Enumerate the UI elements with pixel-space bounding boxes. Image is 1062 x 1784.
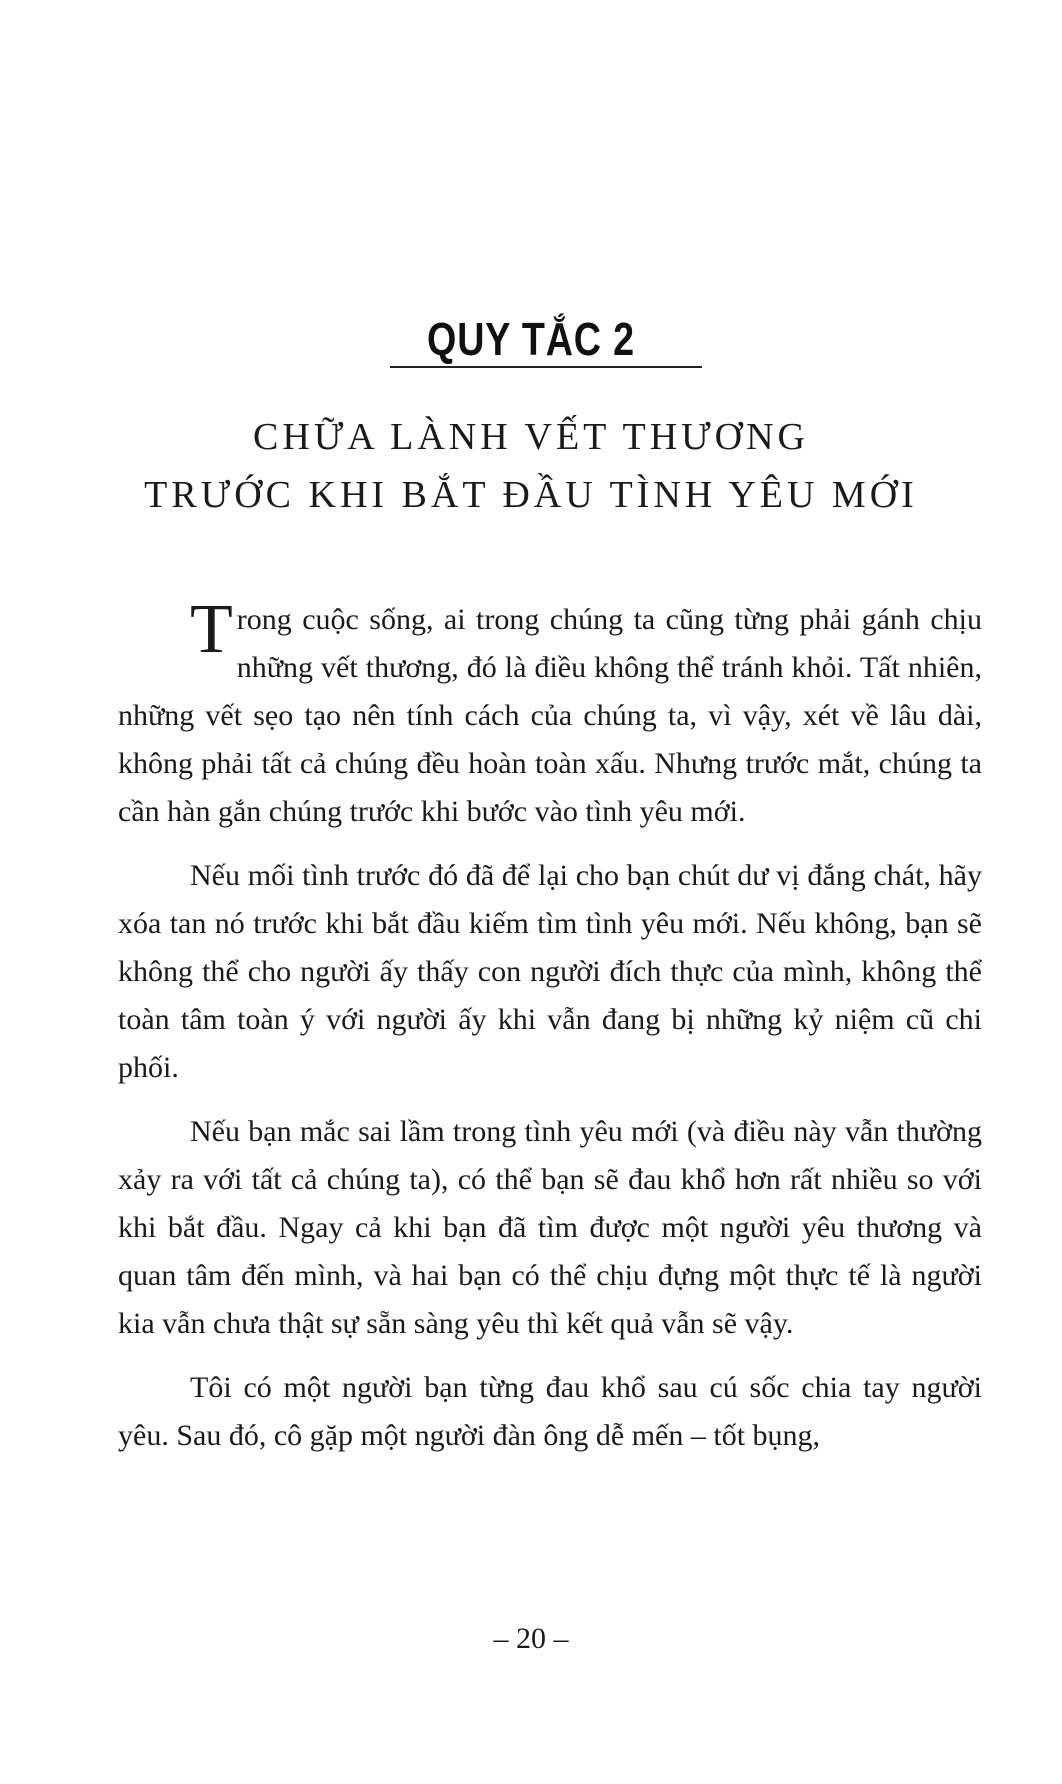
- drop-cap: T: [190, 591, 233, 668]
- paragraph-2: Nếu mối tình trước đó đã để lại cho bạn chút dư vị đắng chát, hãy xóa tan nó trước khi bắt đầu kiếm tìm tình yêu mới. Nếu không, bạn sẽ không thể cho người ấy thấy con người đích thực của mình, không thể toàn tâm toàn ý với người ấy khi vẫn đang bị những kỷ niệm cũ chi phối.: [118, 859, 982, 1084]
- chapter-title: [0, 408, 1062, 524]
- paragraph-1: [118, 591, 982, 836]
- rule-heading: QUY TẮC 2: [427, 313, 635, 365]
- paragraph-1-text: rong cuộc sống, ai trong chúng ta cũng từng phải gánh chịu những vết thương, đó là điều không thể tránh khỏi. Tất nhiên, những vết sẹo tạo nên tính cách của chúng ta, vì vậy, xét về lâu dài, không phải tất cả chúng đều hoàn toàn xấu. Nhưng trước mắt, chúng ta cần hàn gắn chúng trước khi bước vào tình yêu mới.: [118, 603, 982, 828]
- chapter-title-line-1: CHỮA LÀNH VẾT THƯƠNG: [253, 416, 809, 458]
- chapter-title-line-2: TRƯỚC KHI BẮT ĐẦU TÌNH YÊU MỚI: [144, 474, 918, 516]
- body-text: [118, 591, 982, 1476]
- page-number: – 20 –: [493, 1622, 569, 1655]
- paragraph-4: Tôi có một người bạn từng đau khổ sau cú sốc chia tay người yêu. Sau đó, cô gặp một người đàn ông dễ mến – tốt bụng,: [118, 1371, 982, 1452]
- paragraph-3: Nếu bạn mắc sai lầm trong tình yêu mới (và điều này vẫn thường xảy ra với tất cả chúng ta), có thể bạn sẽ đau khổ hơn rất nhiều so với khi bắt đầu. Ngay cả khi bạn đã tìm được một người yêu thương và quan tâm đến mình, và hai bạn có thể chịu đựng một thực tế là người kia vẫn chưa thật sự sẵn sàng yêu thì kết quả vẫn sẽ vậy.: [118, 1115, 982, 1340]
- heading-underline: [390, 366, 702, 368]
